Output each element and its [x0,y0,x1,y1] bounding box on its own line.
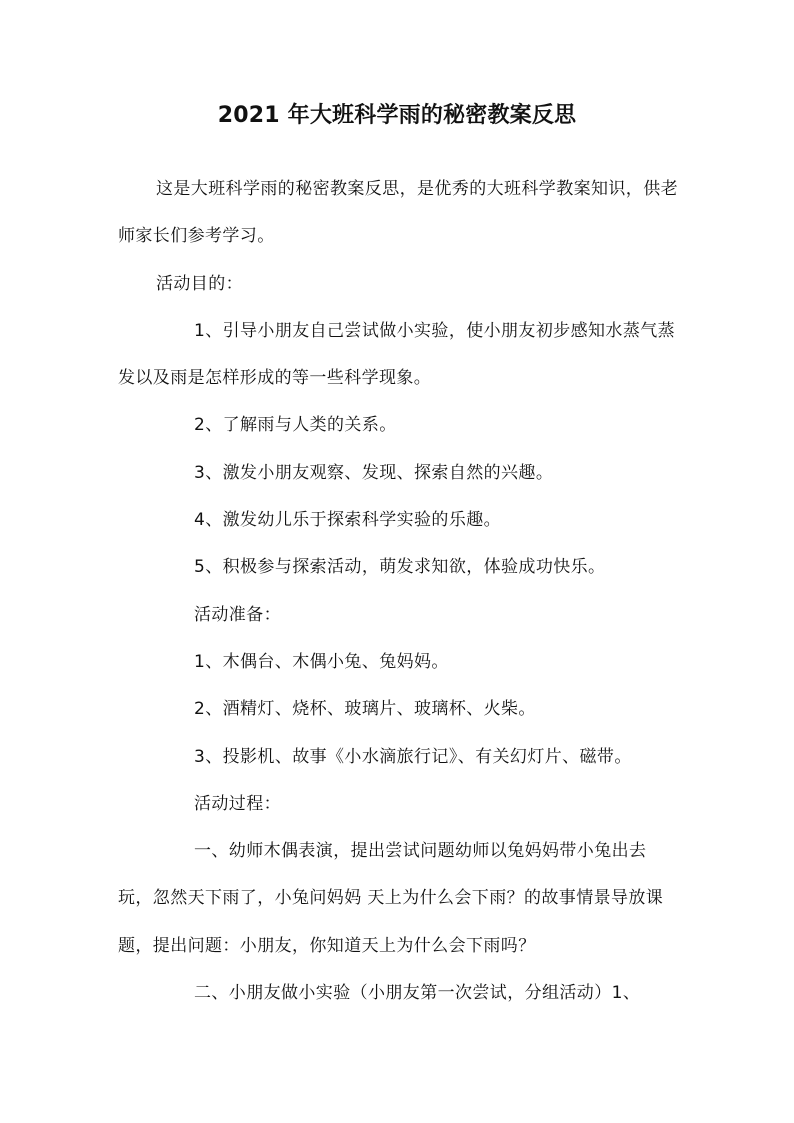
document-body [118,166,678,1017]
goals-heading: 活动目的： [156,273,243,294]
prep-item: 1、木偶台、木偶小兔、兔妈妈。 [194,651,449,672]
goal-item: 4、激发幼儿乐于探索科学实验的乐趣。 [194,510,502,531]
process-step: 二、小朋友做小实验（小朋友第一次尝试，分组活动）1、 [194,983,641,1004]
goal-item: 5、积极参与探索活动，萌发求知欲，体验成功快乐。 [194,557,606,578]
prep-item: 2、酒精灯、烧杯、玻璃片、玻璃杯、火柴。 [194,699,536,720]
goal-item: 3、激发小朋友观察、发现、探索自然的兴趣。 [194,462,554,483]
document-title: 2021 年大班科学雨的秘密教案反思 [217,103,577,128]
goal-item: 1、引导小朋友自己尝试做小实验，使小朋友初步感知水蒸气蒸发以及雨是怎样形成的等一些科学现象。 [118,320,676,389]
prep-heading: 活动准备： [194,604,281,625]
process-step: 一、幼师木偶表演，提出尝试问题幼师以兔妈妈带小兔出去玩，忽然天下雨了，小兔问妈妈 天上为什么会下雨？的故事情景导放课题，提出问题：小朋友，你知道天上为什么会下雨吗？ [118,841,664,956]
goal-item: 2、了解雨与人类的关系。 [194,415,397,436]
prep-item: 3、投影机、故事《小水滴旅行记》、有关幻灯片、磁带。 [194,746,632,767]
intro-paragraph: 这是大班科学雨的秘密教案反思，是优秀的大班科学教案知识，供老师家长们参考学习。 [118,179,678,247]
process-heading: 活动过程： [194,793,281,814]
